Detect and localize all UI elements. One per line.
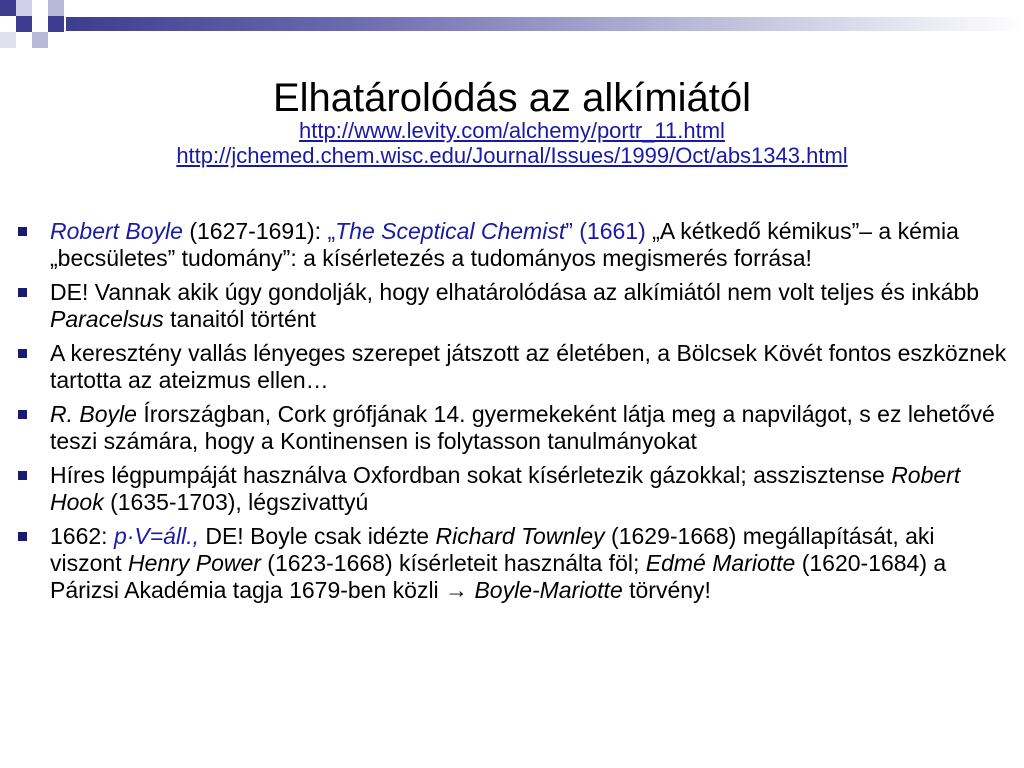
quote-mark: „ <box>327 218 336 244</box>
text: tanaitól történt <box>163 306 316 332</box>
text: (1620-1684) a Párizsi Akadémia tagja 1679-ben közli → <box>50 550 947 603</box>
bullet-icon <box>18 471 27 480</box>
text: (1623-1668) kísérleteit használta föl; <box>260 550 646 576</box>
text: DE! Vannak akik úgy gondolják, hogy elhatárolódása az alkímiától nem volt teljes és inkább <box>50 279 980 305</box>
text: (1629-1668) megállapítását, aki viszont <box>50 523 935 576</box>
list-item <box>18 401 1008 455</box>
person-name: Robert Hook <box>50 462 961 515</box>
formula: p·V=áll., <box>113 523 199 549</box>
person-name: Edmé Mariotte <box>645 550 796 576</box>
person-name: Richard Townley <box>435 523 605 549</box>
bullet-icon <box>18 227 27 236</box>
list-item <box>18 340 1008 394</box>
deco-gradient-strip <box>66 17 1024 31</box>
text: „A kétkedő kémikus”– a kémia „becsületes” tudomány”: a kísérletezés a tudományos megismerés forrása! <box>50 218 959 271</box>
deco-square <box>48 0 64 16</box>
list-item <box>18 218 1008 272</box>
deco-square <box>0 32 16 48</box>
deco-square <box>32 32 48 48</box>
text: törvény! <box>622 577 711 603</box>
text: Híres légpumpáját használva Oxfordban sokat kísérletezik gázokkal; asszisztense <box>50 462 892 488</box>
link-levity[interactable]: http://www.levity.com/alchemy/portr_11.html <box>299 118 725 143</box>
deco-square <box>16 16 32 32</box>
bullet-list <box>18 218 1008 611</box>
title-block <box>0 78 1024 168</box>
decorative-header <box>0 0 1024 48</box>
slide-title: Elhatárolódás az alkímiától <box>272 76 752 120</box>
person-name: R. Boyle <box>50 401 137 427</box>
person-name: Paracelsus <box>50 306 164 332</box>
bullet-icon <box>18 288 27 297</box>
text: Írországban, Cork grófjának 14. gyermekeként látja meg a napvilágot, s ez lehetővé teszi számára, hogy a Kontinensen is folytasson tanulmányokat <box>50 401 995 454</box>
bullet-icon <box>18 349 27 358</box>
list-item <box>18 279 1008 333</box>
law-name: Boyle-Mariotte <box>474 577 623 603</box>
person-name: Robert Boyle <box>50 218 183 244</box>
bullet-icon <box>18 532 27 541</box>
deco-square <box>0 0 16 16</box>
text: 1662: <box>50 523 114 549</box>
book-title: The Sceptical Chemist <box>335 218 566 244</box>
bullet-icon <box>18 410 27 419</box>
list-item <box>18 523 1008 604</box>
text: (1627-1691): <box>182 218 328 244</box>
link-jchemed[interactable]: http://jchemed.chem.wisc.edu/Journal/Issues/1999/Oct/abs1343.html <box>176 143 848 168</box>
text: A keresztény vallás lényeges szerepet játszott az életében, a Bölcsek Kövét fontos eszköznek tartotta az ateizmus ellen… <box>50 340 1007 393</box>
deco-square <box>16 0 32 16</box>
text: (1635-1703), légszivattyú <box>103 489 369 515</box>
list-item <box>18 462 1008 516</box>
book-year: ” (1661) <box>565 218 646 244</box>
text: DE! Boyle csak idézte <box>198 523 436 549</box>
deco-square <box>48 16 64 32</box>
person-name: Henry Power <box>127 550 261 576</box>
